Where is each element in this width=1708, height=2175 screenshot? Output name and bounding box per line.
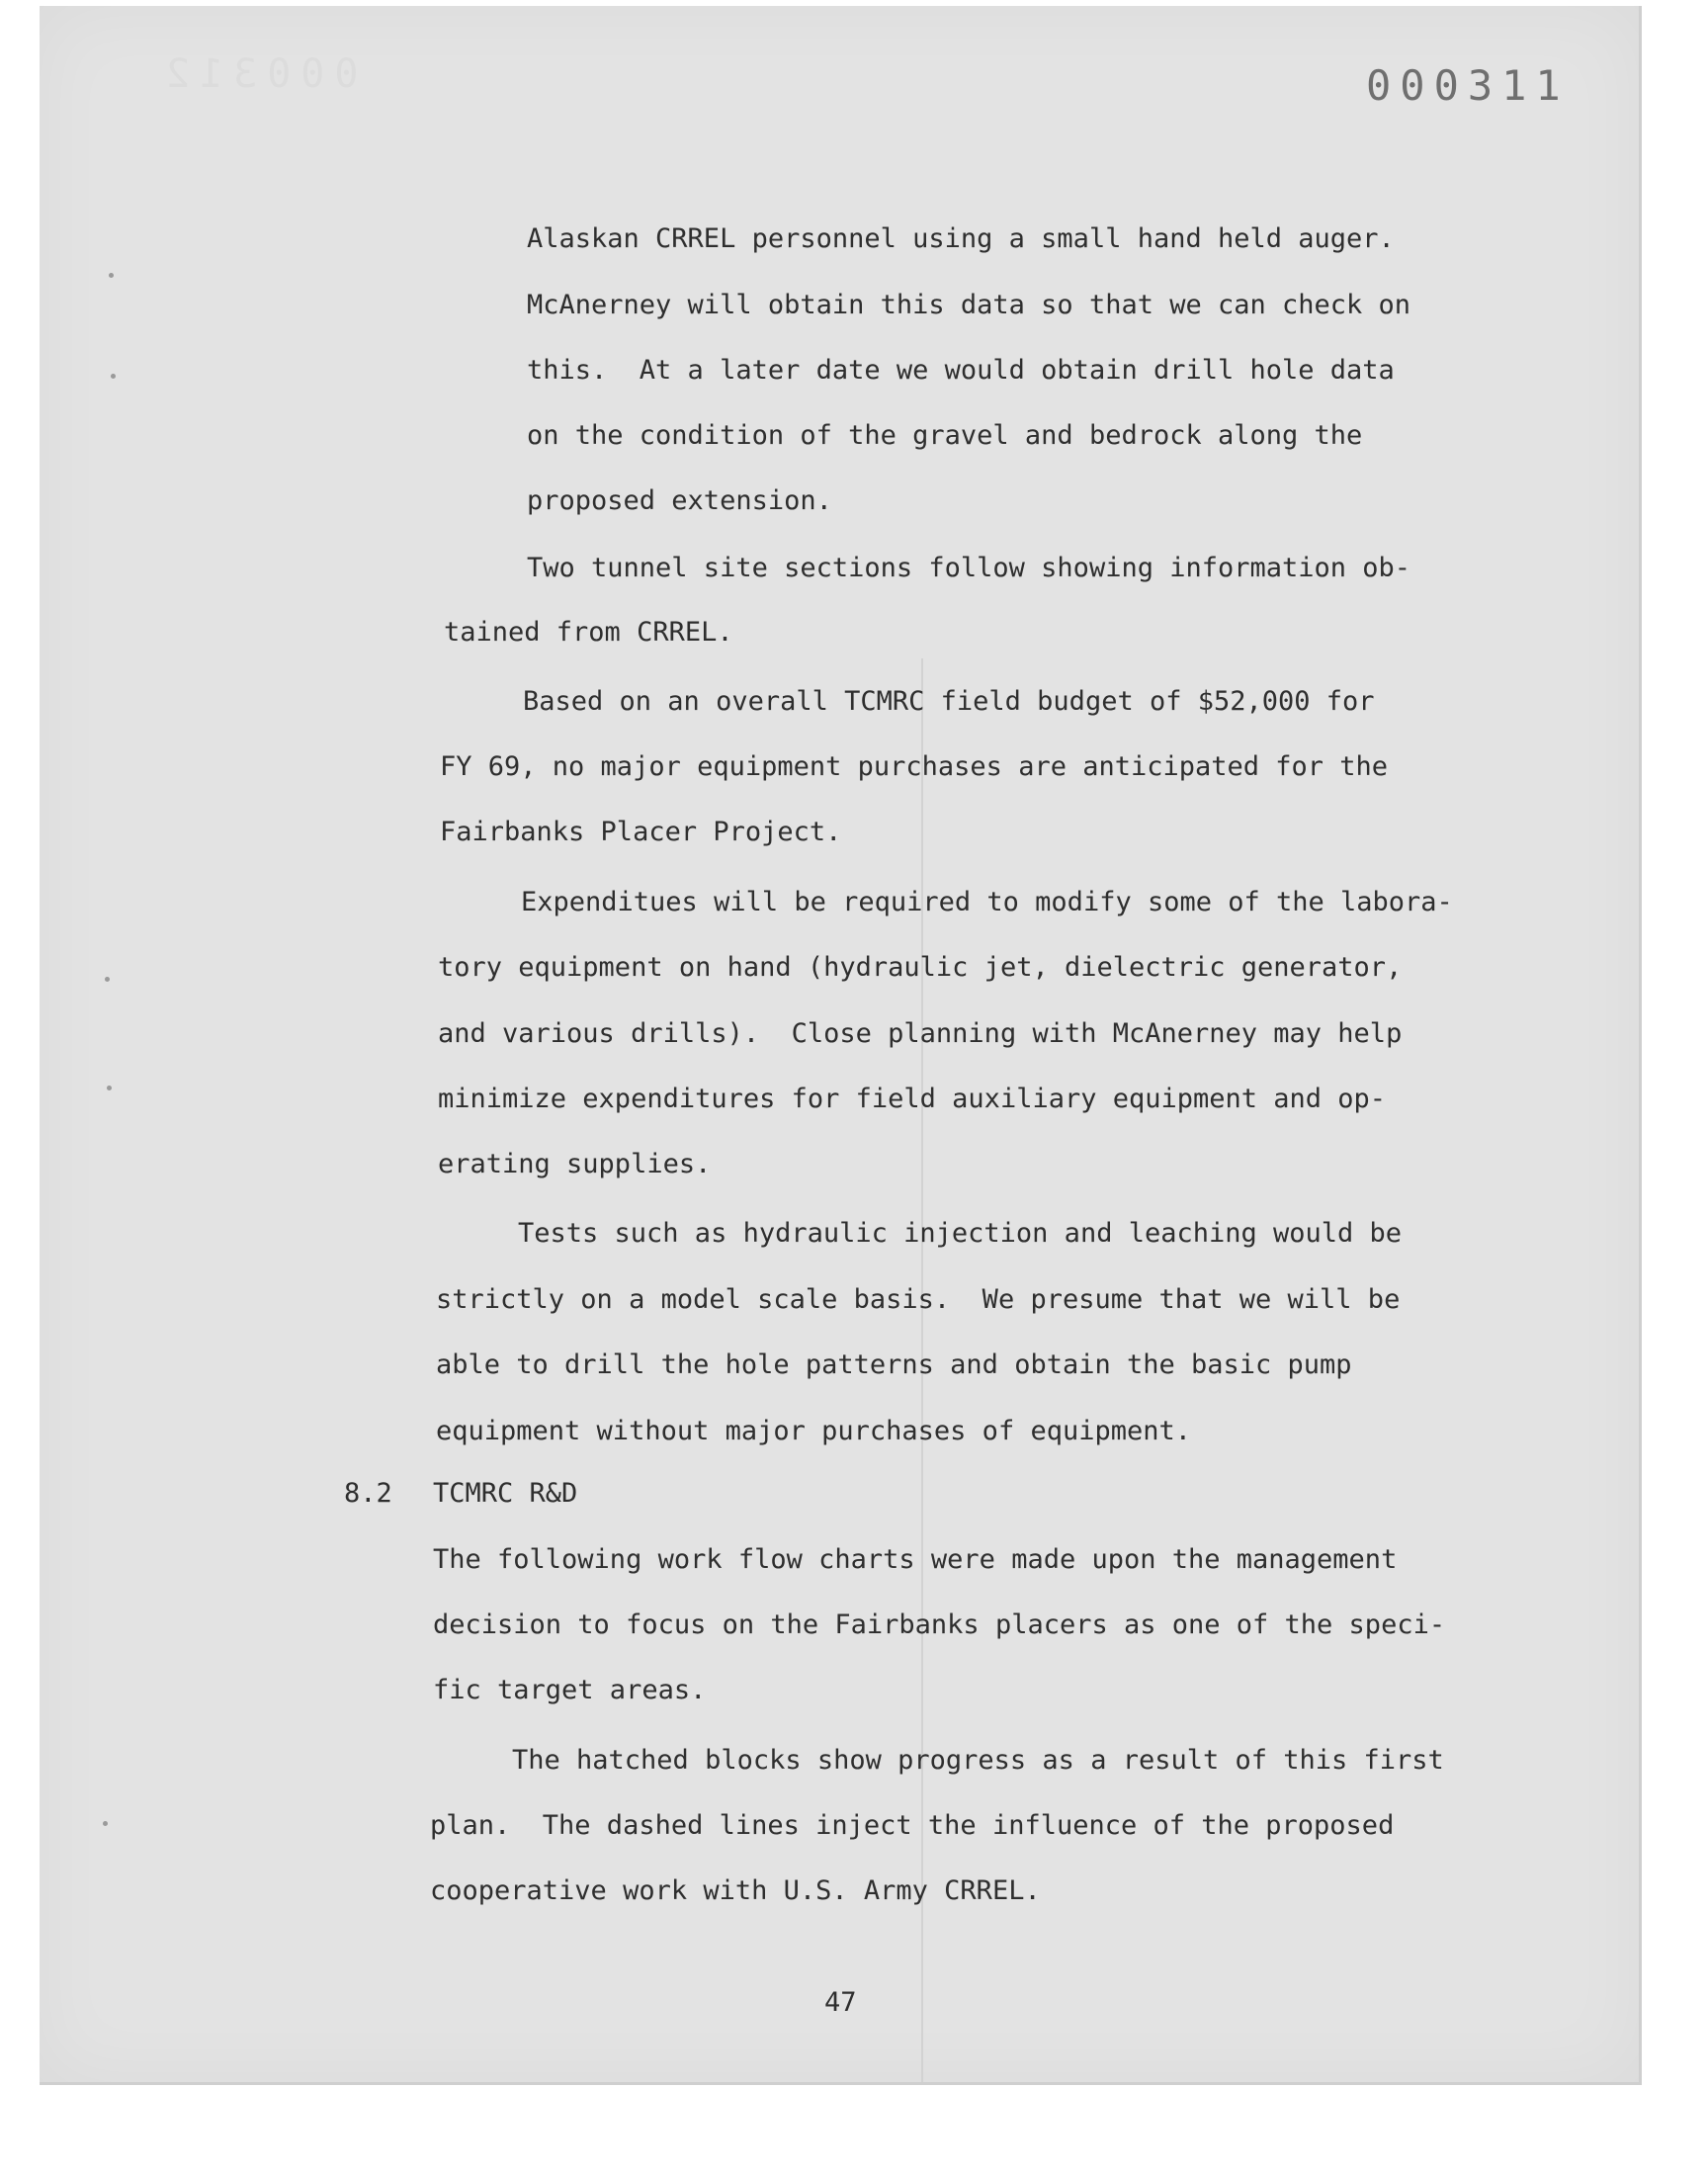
scan-speck [103, 1821, 108, 1826]
body-line: equipment without major purchases of equipment. [436, 1416, 1192, 1446]
scan-speck [109, 273, 114, 278]
body-line: tained from CRREL. [444, 617, 733, 648]
body-line: Two tunnel site sections follow showing information ob- [527, 553, 1411, 583]
body-line: tory equipment on hand (hydraulic jet, dielectric generator, [438, 952, 1403, 983]
body-line: minimize expenditures for field auxiliary equipment and op- [438, 1084, 1387, 1114]
body-line: this. At a later date we would obtain drill hole data [527, 355, 1395, 386]
body-line: Based on an overall TCMRC field budget of $52,000 for [523, 686, 1375, 717]
section-title: TCMRC R&D [433, 1478, 578, 1509]
page-stamp-number: 000311 [1366, 61, 1570, 110]
scan-speck [111, 374, 116, 379]
body-line: McAnerney will obtain this data so that we can check on [527, 290, 1411, 320]
body-line: FY 69, no major equipment purchases are anticipated for the [440, 751, 1389, 782]
scan-speck [107, 1086, 112, 1090]
page-number: 47 [824, 1987, 857, 2018]
body-line: decision to focus on the Fairbanks placers as one of the speci- [433, 1610, 1446, 1640]
body-line: strictly on a model scale basis. We presume that we will be [436, 1284, 1401, 1315]
document-page [40, 6, 1642, 2085]
body-line: The following work flow charts were made upon the management [433, 1544, 1398, 1575]
section-number: 8.2 [344, 1478, 392, 1509]
body-line: Tests such as hydraulic injection and leaching would be [518, 1218, 1403, 1249]
scan-speck [105, 977, 110, 982]
body-line: cooperative work with U.S. Army CRREL. [430, 1875, 1041, 1906]
bleed-through-number: 000312 [156, 51, 359, 97]
body-line: plan. The dashed lines inject the influence of the proposed [430, 1810, 1395, 1841]
body-line: on the condition of the gravel and bedrock along the [527, 420, 1363, 451]
body-line: proposed extension. [527, 485, 832, 516]
body-line: erating supplies. [438, 1149, 712, 1179]
body-line: fic target areas. [433, 1675, 707, 1705]
body-line: The hatched blocks show progress as a result of this first [512, 1745, 1444, 1776]
body-line: and various drills). Close planning with McAnerney may help [438, 1018, 1403, 1049]
body-line: Expenditues will be required to modify some of the labora- [521, 887, 1453, 917]
body-line: Fairbanks Placer Project. [440, 817, 842, 847]
body-line: able to drill the hole patterns and obtain the basic pump [436, 1349, 1352, 1380]
body-line: Alaskan CRREL personnel using a small hand held auger. [527, 223, 1395, 254]
